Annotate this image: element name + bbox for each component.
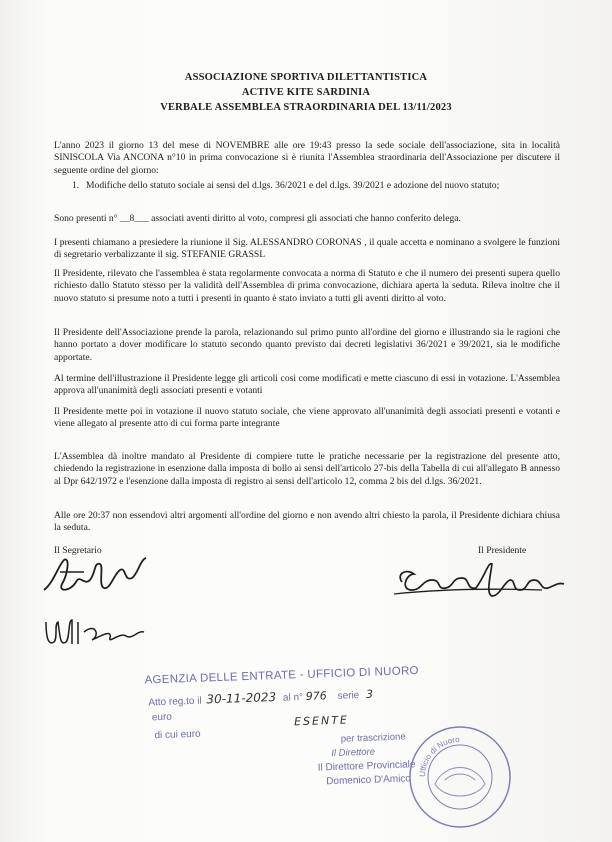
- stamp-cui-label: di cui euro: [154, 728, 201, 742]
- header-association: ASSOCIAZIONE SPORTIVA DILETTANTISTICA: [184, 72, 428, 83]
- paragraph-statute-vote: Il Presidente mette poi in votazione il nuovo statuto sociale, che viene approvato all'unanimità degli associati presenti e votanti e viene allegato al presente atto di cui forma parte integrante: [54, 406, 560, 430]
- paragraph-meeting-intro: L'anno 2023 il giorno 13 del mese di NOVEMBRE alle ore 19:43 presso la sede sociale dell'associazione, sita in località SINISCOLA Via ANCONA n°10 in prima convocazione si è riunita l'Assemblea straordinaria dell'Associazione per discutere il seguente ordine del giorno:: [54, 140, 560, 176]
- stamp-trascrizione: per trascrizione: [340, 731, 406, 745]
- stamp-num-prefix: al n°: [282, 692, 304, 704]
- stamp-exempt: ESENTE: [293, 713, 350, 729]
- header-club-name: ACTIVE KITE SARDINIA: [241, 87, 371, 98]
- seal-legend: Ufficio di Nuoro: [417, 734, 460, 778]
- paragraph-attendance: Sono presenti n° __8___ associati aventi diritto al voto, compresi gli associati che hanno conferito delega.: [54, 213, 461, 224]
- secretary-signature: [40, 552, 160, 600]
- stamp-director-name: Domenico D'Amico: [326, 773, 412, 788]
- stamp-reg-date: 30-11-2023: [206, 689, 277, 707]
- agenda-item-number: 1.: [72, 180, 80, 191]
- president-signature: [392, 560, 572, 604]
- paragraph-registration-mandate: L'Assemblea dà inoltre mandato al Presidente di compiere tutte le pratiche necessarie per la registrazione del presente atto, chiedendo la registrazione in esenzione dalla imposta di bollo ai sensi dell'articolo 27-bis della Tabella di cui all'allegato B annesso al Dpr 642/1972 e l'esenzione dalla imposta di registro ai sensi dell'articolo 12, comma 2 bis del d.lgs. 36/2021.: [54, 451, 560, 487]
- stamp-series-prefix: serie: [337, 690, 360, 702]
- stamp-office: AGENZIA DELLE ENTRATE - UFFICIO DI NUORO: [144, 664, 420, 687]
- paragraph-opening: Il Presidente, rilevato che l'assemblea è stata regolarmente convocata a norma di Statuto e che il numero dei presenti supera quello richiesto dallo Statuto stesso per la validità dell'Assemblea di prima convocazione, dichiara aperta la seduta. Rileva inoltre che il nuovo statuto si presume noto a tutti i presenti in quanto è stato inviato a tutti gli aventi diritto al voto.: [54, 268, 560, 304]
- stamp-director-provincial: Il Direttore Provinciale: [317, 759, 416, 774]
- stamp-euro-label: euro: [151, 711, 173, 724]
- official-round-seal: [405, 722, 515, 832]
- paragraph-chair-election: I presenti chiamano a presiedere la riunione il Sig. ALESSANDRO CORONAS , il quale accetta e nominano a svolgere le funzioni di segretario verbalizzante il sig. STEFANIE GRASSL: [54, 237, 560, 261]
- paragraph-discussion: Il Presidente dell'Associazione prende la parola, relazionando sul primo punto all'ordine del giorno e illustrando sia le ragioni che hanno portato a dover modificare lo statuto secondo quanto previsto dai decreti legislativi 36/2021 e 39/2021, sia le modifiche apportate.: [54, 327, 560, 363]
- secretary-label: Il Segretario: [54, 545, 102, 556]
- agenda-item-text: Modifiche dello statuto sociale ai sensi del d.lgs. 36/2021 e del d.lgs. 39/2021 e adozione del nuovo statuto;: [86, 180, 500, 191]
- stamp-reg-number: 976: [305, 689, 328, 703]
- stamp-reg-prefix: Atto reg.to il: [148, 695, 202, 709]
- paragraph-closing: Alle ore 20:37 non essendovi altri argomenti all'ordine del giorno e non avendo altri chiesto la parola, il Presidente dichiara chiusa la seduta.: [54, 510, 560, 534]
- stamp-series: 3: [365, 687, 374, 701]
- paragraph-article-vote: Al termine dell'illustrazione il Presidente legge gli articoli così come modificati e mette ciascuno di essi in votazione. L'Assemblea approva all'unanimità degli associati presenti e votanti: [54, 373, 560, 397]
- president-label: Il Presidente: [478, 545, 527, 556]
- stamp-director: Il Direttore: [331, 746, 376, 760]
- header-minutes-title: VERBALE ASSEMBLEA STRAORDINARIA DEL 13/11/2023: [160, 102, 452, 113]
- stamp-registration-row: [148, 687, 373, 709]
- secondary-signature: [40, 612, 150, 652]
